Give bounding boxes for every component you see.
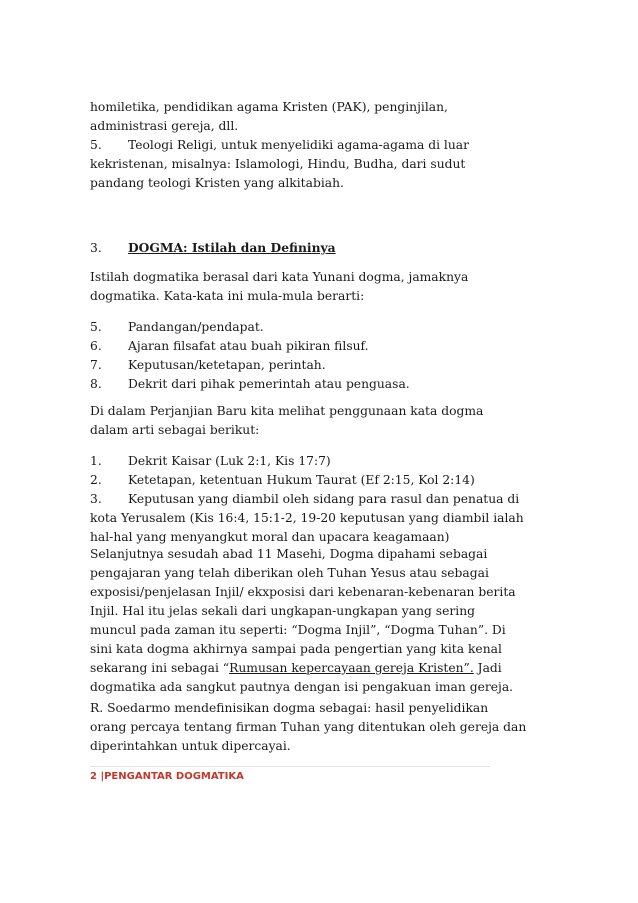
nt-usage-list — [90, 452, 524, 547]
list-text: Keputusan/ketetapan, perintah. — [128, 358, 326, 372]
text-line: homiletika, pendidikan agama Kristen (PAK), penginjilan, — [90, 100, 448, 114]
intro-block — [90, 98, 490, 193]
section-heading — [90, 238, 490, 258]
section-title: DOGMA: Istilah dan Defininya — [128, 240, 336, 255]
list-item — [90, 318, 490, 337]
list-item — [90, 356, 490, 375]
text-line: orang percaya tentang firman Tuhan yang ditentukan oleh gereja dan — [90, 720, 527, 734]
text-line: sini kata dogma akhirnya sampai pada pengertian yang kita kenal — [90, 642, 502, 656]
text-line: diperintahkan untuk dipercayai. — [90, 739, 291, 753]
footer-divider — [90, 766, 490, 767]
text-line: R. Soedarmo mendefinisikan dogma sebagai: hasil penyelidikan — [90, 701, 489, 715]
creed-link[interactable]: Rumusan kepercayaan gereja Kristen”. — [229, 661, 474, 675]
text-line: Injil. Hal itu jelas sekali dari ungkapan-ungkapan yang sering — [90, 604, 475, 618]
paragraph — [90, 699, 527, 756]
text-line: Di dalam Perjanjian Baru kita melihat penggunaan kata dogma — [90, 404, 484, 418]
paragraph — [90, 268, 490, 306]
list-number: 8. — [90, 377, 102, 391]
text-span: Jadi — [473, 661, 502, 675]
list-item — [90, 136, 490, 155]
text-line: administrasi gereja, dll. — [90, 119, 239, 133]
meaning-list — [90, 318, 490, 394]
text-span: sekarang ini sebagai “ — [90, 661, 230, 675]
list-item — [90, 375, 490, 394]
list-item — [90, 337, 490, 356]
text-line — [90, 659, 502, 678]
text-line: pengajaran yang telah diberikan oleh Tuhan Yesus atau sebagai — [90, 566, 489, 580]
page-footer: 2 |PENGANTAR DOGMATIKA — [90, 771, 244, 782]
list-number: 6. — [90, 339, 102, 353]
text-line: kekristenan, misalnya: Islamologi, Hindu, Budha, dari sudut — [90, 157, 466, 171]
list-number: 3. — [90, 492, 102, 506]
list-text: Keputusan yang diambil oleh sidang para rasul dan penatua di — [128, 492, 520, 506]
list-number: 5. — [90, 320, 102, 334]
list-item — [90, 452, 490, 471]
text-line: Selanjutnya sesudah abad 11 Masehi, Dogma dipahami sebagai — [90, 547, 488, 561]
text-line: pandang teologi Kristen yang alkitabiah. — [90, 176, 344, 190]
list-number: 7. — [90, 358, 102, 372]
list-item — [90, 490, 520, 509]
list-text: Teologi Religi, untuk menyelidiki agama-agama di luar — [128, 138, 469, 152]
list-text: Ketetapan, ketentuan Hukum Taurat (Ef 2:15, Kol 2:14) — [128, 473, 475, 487]
paragraph — [90, 545, 516, 697]
list-text: Ajaran filsafat atau buah pikiran filsuf. — [128, 339, 369, 353]
text-line: kota Yerusalem (Kis 16:4, 15:1-2, 19-20 keputusan yang diambil ialah — [90, 511, 524, 525]
text-line: dogmatika. Kata-kata ini mula-mula berarti: — [90, 289, 365, 303]
text-line: dalam arti sebagai berikut: — [90, 423, 260, 437]
section-number: 3. — [90, 241, 102, 255]
text-line: Istilah dogmatika berasal dari kata Yunani dogma, jamaknya — [90, 270, 469, 284]
list-number: 2. — [90, 473, 102, 487]
list-item — [90, 471, 490, 490]
list-number: 1. — [90, 454, 102, 468]
text-line: muncul pada zaman itu seperti: “Dogma Injil”, “Dogma Tuhan”. Di — [90, 623, 506, 637]
text-line: hal-hal yang menyangkut moral dan upacara keagamaan) — [90, 530, 450, 544]
list-text: Dekrit Kaisar (Luk 2:1, Kis 17:7) — [128, 454, 331, 468]
paragraph — [90, 402, 490, 440]
text-line: dogmatika ada sangkut pautnya dengan isi pengakuan iman gereja. — [90, 680, 514, 694]
text-line: exposisi/penjelasan Injil/ ekxposisi dari kebenaran-kebenaran berita — [90, 585, 516, 599]
list-text: Dekrit dari pihak pemerintah atau penguasa. — [128, 377, 410, 391]
list-number: 5. — [90, 138, 102, 152]
list-text: Pandangan/pendapat. — [128, 320, 264, 334]
